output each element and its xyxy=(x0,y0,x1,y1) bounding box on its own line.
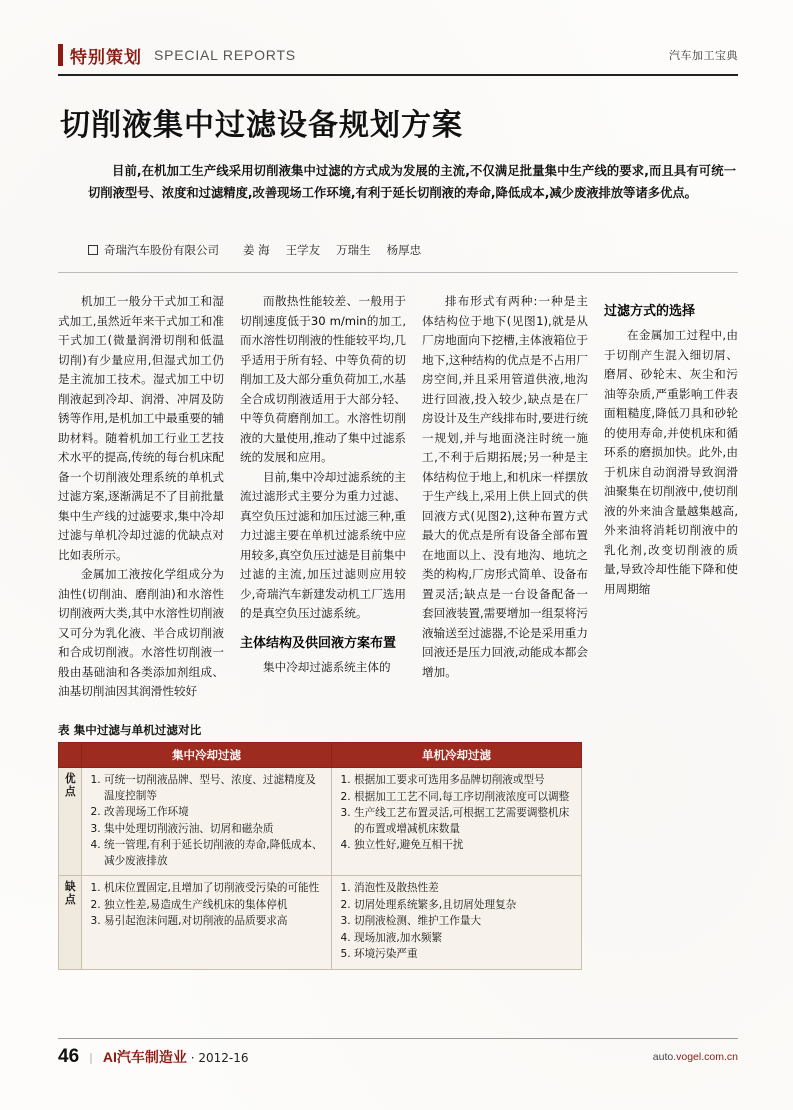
list-item: 3. 切削液检测、维护工作量大 xyxy=(354,914,575,930)
footer-divider xyxy=(58,1038,738,1039)
header-divider xyxy=(58,74,738,76)
list-item: 1. 根据加工要求可选用多品牌切削液或型号 xyxy=(354,773,575,789)
paragraph: 排布形式有两种:一种是主体结构位于地下(见图1),就是从厂房地面向下挖槽,主体液箱位于地下,这种结构的优点是不占用厂房空间,并且采用管道供液,地沟进行回液,投入较少,缺点是在厂房设计及生产线排布时,要进行统一规划,并与地面浇注时统一施工,不利于后期拓展;另一种是主体结构位于地上,和机床一样摆放于生产线上,采用上供上回式的供回液方式(见图2),这种布置方式最大的优点是所有设备全部布置在地面以上、没有地沟、地坑之类的构构,厂房形式简单、设备布置灵活;缺点是一台设备配备一套回液装置,需要增加一组泵将污液输送至过滤器,不论是采用重力回液还是压力回液,动能成本都会增加。 xyxy=(422,294,588,679)
cell-central-advantages xyxy=(82,768,332,876)
page-footer xyxy=(58,1046,738,1068)
list-item: 1. 机床位置固定,且增加了切削液受污染的可能性 xyxy=(104,881,325,897)
comparison-table-block xyxy=(58,722,582,970)
paragraph: 而散热性能较差、一般用于切削速度低于30 m/min的加工,而水溶性切削液的性能较平均,几乎适用于所有轻、中等负荷的切削加工及大部分重负荷加工,水基全合成切削液适用于大部分轻、中等负荷磨削加工。水溶性切削液的大量使用,推动了集中过滤系统的发展和应用。 xyxy=(240,294,406,464)
table-caption: 表 集中过滤与单机过滤对比 xyxy=(58,723,202,737)
magazine-name: AI汽车制造业 xyxy=(102,1049,187,1065)
cell-single-disadvantages xyxy=(332,876,582,970)
footer-separator: | xyxy=(89,1050,93,1064)
row-label-advantages xyxy=(59,768,82,876)
byline-divider xyxy=(58,272,738,273)
table-header-row xyxy=(59,743,582,768)
table-header-central: 集中冷却过滤 xyxy=(82,743,332,768)
url-prefix: auto. xyxy=(652,1051,677,1063)
subheading-filter-choice: 过滤方式的选择 xyxy=(604,304,696,319)
paragraph: 金属加工液按化学组成分为油性(切削油、磨削油)和水溶性切削液两大类,其中水溶性切削液又可分为乳化液、半合成切削液和合成切削液。水溶性切削液一般由基础油和各类添加剂组成、油基切削油因其润滑性较好 xyxy=(58,567,224,698)
comparison-table xyxy=(58,742,582,970)
issue-number: 2012-16 xyxy=(198,1051,249,1065)
table-corner-cell xyxy=(59,743,82,768)
list-item: 1. 可统一切削液品牌、型号、浓度、过滤精度及温度控制等 xyxy=(104,773,325,804)
list-item: 3. 集中处理切削液污油、切屑和磁杂质 xyxy=(104,822,325,838)
byline xyxy=(88,242,736,258)
body-column-3 xyxy=(422,292,588,682)
row-label-char: 点 xyxy=(65,786,76,798)
header-accent-bar xyxy=(58,44,63,66)
row-label-char: 点 xyxy=(65,894,76,906)
header-right-label: 汽车加工宝典 xyxy=(669,49,738,62)
url-domain: vogel.com.cn xyxy=(676,1051,738,1063)
byline-organization: 奇瑞汽车股份有限公司 xyxy=(104,243,219,257)
paragraph: 集中冷却过滤系统主体的 xyxy=(263,659,391,674)
byline-author: 杨厚忠 xyxy=(386,243,422,257)
cell-single-advantages xyxy=(332,768,582,876)
table-header-single: 单机冷却过滤 xyxy=(332,743,582,768)
list-item: 3. 易引起泡沫问题,对切削液的品质要求高 xyxy=(104,914,325,930)
section-title-cn: 特别策划 xyxy=(70,47,142,68)
list-item: 2. 切屑处理系统繁多,且切屑处理复杂 xyxy=(354,898,575,914)
body-column-4 xyxy=(604,292,738,599)
cell-central-disadvantages xyxy=(82,876,332,970)
footer-url xyxy=(653,1051,738,1063)
byline-author: 万瑞生 xyxy=(336,243,371,257)
article-abstract: 目前,在机加工生产线采用切削液集中过滤的方式成为发展的主流,不仅满足批量集中生产线的要求,而且具有可统一切削液型号、浓度和过滤精度,改善现场工作环境,有利于延长切削液的寿命,降低成本,减少废液排放等诸多优点。 xyxy=(88,164,736,200)
page-header xyxy=(58,38,738,72)
list-item: 4. 现场加液,加水频繁 xyxy=(354,931,575,947)
byline-author: 姜 海 xyxy=(243,243,270,257)
list-item: 2. 独立性差,易造成生产线机床的集体停机 xyxy=(104,898,325,914)
list-item: 4. 独立性好,避免互相干扰 xyxy=(354,838,575,854)
row-label-char: 优 xyxy=(65,773,76,785)
footer-dot: · xyxy=(190,1051,199,1065)
table-row xyxy=(59,876,582,970)
list-item: 1. 消泡性及散热性差 xyxy=(354,881,575,897)
row-label-char: 缺 xyxy=(65,881,76,893)
paragraph: 机加工一般分干式加工和湿式加工,虽然近年来干式加工和准干式加工(微量润滑切削和低温切削)有少量应用,但湿式加工仍是主流加工技术。湿式加工中切削液起到冷却、润滑、冲屑及防锈等作用,是机加工中最重要的辅助材料。随着机加工行业工艺技术水平的提高,传统的每台机床配备一个切削液处理系统的单机式过滤方案,逐渐满足不了目前批量集中生产线的过滤要求,集中冷却过滤与单机冷却过滤的优缺点对比如表所示。 xyxy=(58,294,224,562)
list-item: 2. 根据加工工艺不同,每工序切削液浓度可以调整 xyxy=(354,790,575,806)
footer-magazine xyxy=(103,1047,249,1067)
list-item: 4. 统一管理,有利于延长切削液的寿命,降低成本、减少废液排放 xyxy=(104,838,325,869)
paragraph: 目前,集中冷却过滤系统的主流过滤形式主要分为重力过滤、真空负压过滤和加压过滤三种,重力过滤主要在单机过滤系统中应用较多,真空负压过滤是目前集中过滤的主流,加压过滤则应用较少,奇瑞汽车新建发动机工厂选用的是真空负压过滤系统。 xyxy=(240,469,406,620)
article-title: 切削液集中过滤设备规划方案 xyxy=(60,108,463,143)
byline-box-icon xyxy=(88,245,98,255)
body-column-1 xyxy=(58,292,224,702)
row-label-disadvantages xyxy=(59,876,82,970)
page-number: 46 xyxy=(58,1046,80,1067)
paragraph: 在金属加工过程中,由于切削产生混入细切屑、磨屑、砂轮末、灰尘和污油等杂质,严重影响工件表面粗糙度,降低刀具和砂轮的使用寿命,并使机床和循环系的磨损加快。此外,由于机床自动润滑导致润滑油聚集在切削液中,使切削液的外来油含量越集越高,外来油将消耗切削液中的乳化剂,改变切削液的质量,导致冷却性能下降和使用周期缩 xyxy=(604,328,738,596)
section-title-en: SPECIAL REPORTS xyxy=(154,47,296,63)
list-item: 5. 环境污染严重 xyxy=(354,947,575,963)
list-item: 2. 改善现场工作环境 xyxy=(104,805,325,821)
list-item: 3. 生产线工艺布置灵活,可根据工艺需要调整机床的布置或增减机床数量 xyxy=(354,806,575,837)
subheading-structure: 主体结构及供回液方案布置 xyxy=(240,635,397,651)
body-column-2 xyxy=(240,292,406,677)
byline-author: 王学友 xyxy=(285,243,321,257)
table-row xyxy=(59,768,582,876)
